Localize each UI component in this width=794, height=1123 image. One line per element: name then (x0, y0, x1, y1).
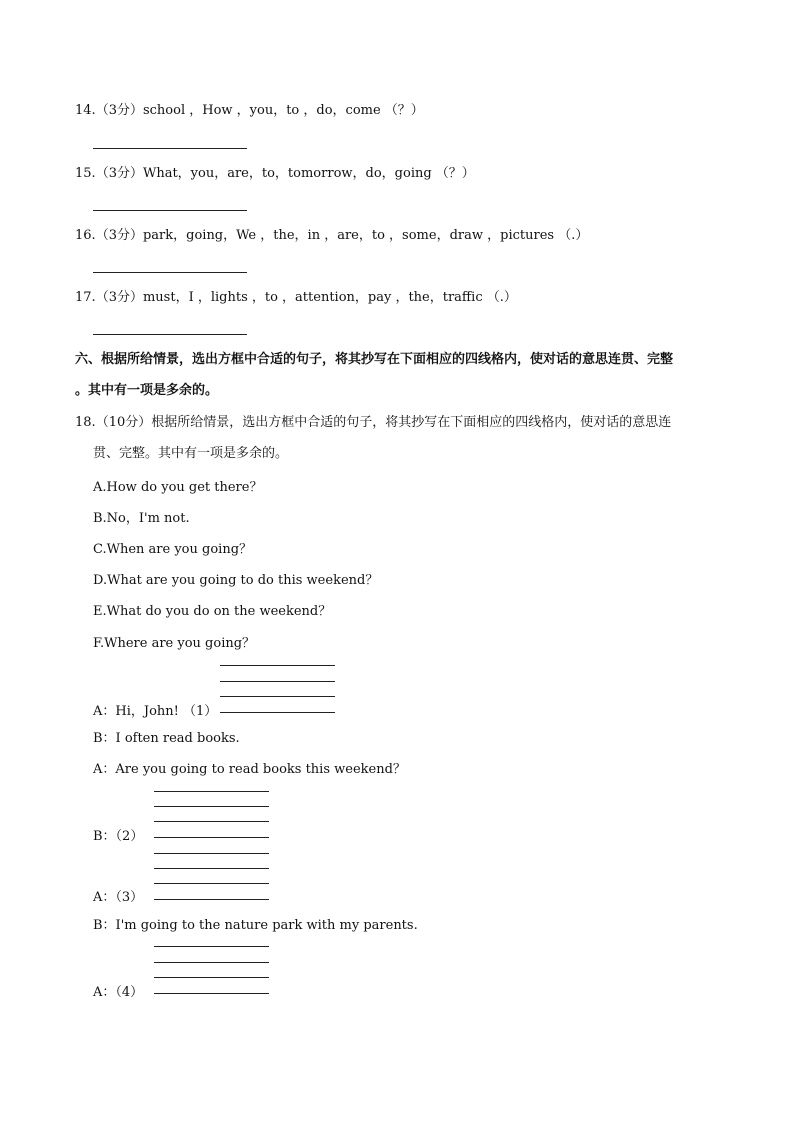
question-14 (75, 103, 424, 119)
question-text: 根据所给情景，选出方框中合适的句子，将其抄写在下面相应的四线格内，使对话的意思连 (151, 415, 672, 430)
dialogue-a4: A：（4） (93, 985, 144, 1000)
grid-line (154, 837, 269, 838)
question-score: （3分） (95, 290, 143, 305)
question-score: （3分） (95, 103, 143, 118)
grid-line (154, 883, 269, 884)
question-number: 14. (75, 103, 96, 118)
grid-line (220, 681, 335, 682)
section-heading: 六、根据所给情景，选出方框中合适的句子，将其抄写在下面相应的四线格内，使对话的意思连贯、完整 (75, 352, 674, 367)
question-score: （10分） (95, 415, 152, 430)
answer-line[interactable] (93, 334, 247, 335)
dialogue-b1: B：I often read books. (93, 731, 240, 746)
option-c: C.When are you going？ (93, 542, 253, 557)
option-a: A.How do you get there？ (93, 480, 263, 495)
grid-line (220, 696, 335, 697)
question-18 (75, 415, 671, 431)
option-f: F.Where are you going？ (93, 636, 256, 651)
question-number: 15. (75, 166, 96, 181)
grid-line (154, 899, 269, 900)
answer-line[interactable] (93, 148, 247, 149)
question-words: park，going，We ，the，in ，are，to ，some，draw ，pictures （.） (142, 228, 589, 243)
question-words: must，I ，lights ，to ，attention，pay ，the，traffic （.） (142, 290, 517, 305)
option-e: E.What do you do on the weekend？ (93, 604, 332, 619)
option-b: B.No，I'm not. (93, 511, 190, 526)
section-heading-cont: 。其中有一项是多余的。 (75, 383, 219, 398)
grid-line (154, 821, 269, 822)
grid-line (154, 791, 269, 792)
question-words: school ，How ，you，to ，do，come （？） (142, 103, 424, 118)
grid-line (154, 853, 269, 854)
question-number: 17. (75, 290, 96, 305)
dialogue-b2: B：（2） (93, 829, 144, 844)
question-15 (75, 166, 475, 182)
grid-line (154, 977, 269, 978)
grid-line (154, 946, 269, 947)
dialogue-b3: B：I'm going to the nature park with my parents. (93, 918, 418, 933)
question-words: What，you，are，to，tomorrow，do，going （？） (142, 166, 475, 181)
question-17 (75, 290, 517, 306)
question-number: 18. (75, 415, 96, 430)
grid-line (220, 665, 335, 666)
option-d: D.What are you going to do this weekend？ (93, 573, 379, 588)
question-number: 16. (75, 228, 96, 243)
answer-line[interactable] (93, 272, 247, 273)
dialogue-a1: A：Hi，John! （1） (93, 704, 218, 719)
grid-line (220, 712, 335, 713)
question-score: （3分） (95, 228, 143, 243)
question-16 (75, 228, 588, 244)
grid-line (154, 868, 269, 869)
question-score: （3分） (95, 166, 143, 181)
grid-line (154, 993, 269, 994)
answer-line[interactable] (93, 210, 247, 211)
dialogue-a2: A：Are you going to read books this weekend？ (93, 762, 406, 777)
grid-line (154, 962, 269, 963)
dialogue-a3: A：（3） (93, 890, 144, 905)
grid-line (154, 806, 269, 807)
question-text-cont: 贯、完整。其中有一项是多余的。 (93, 446, 289, 461)
